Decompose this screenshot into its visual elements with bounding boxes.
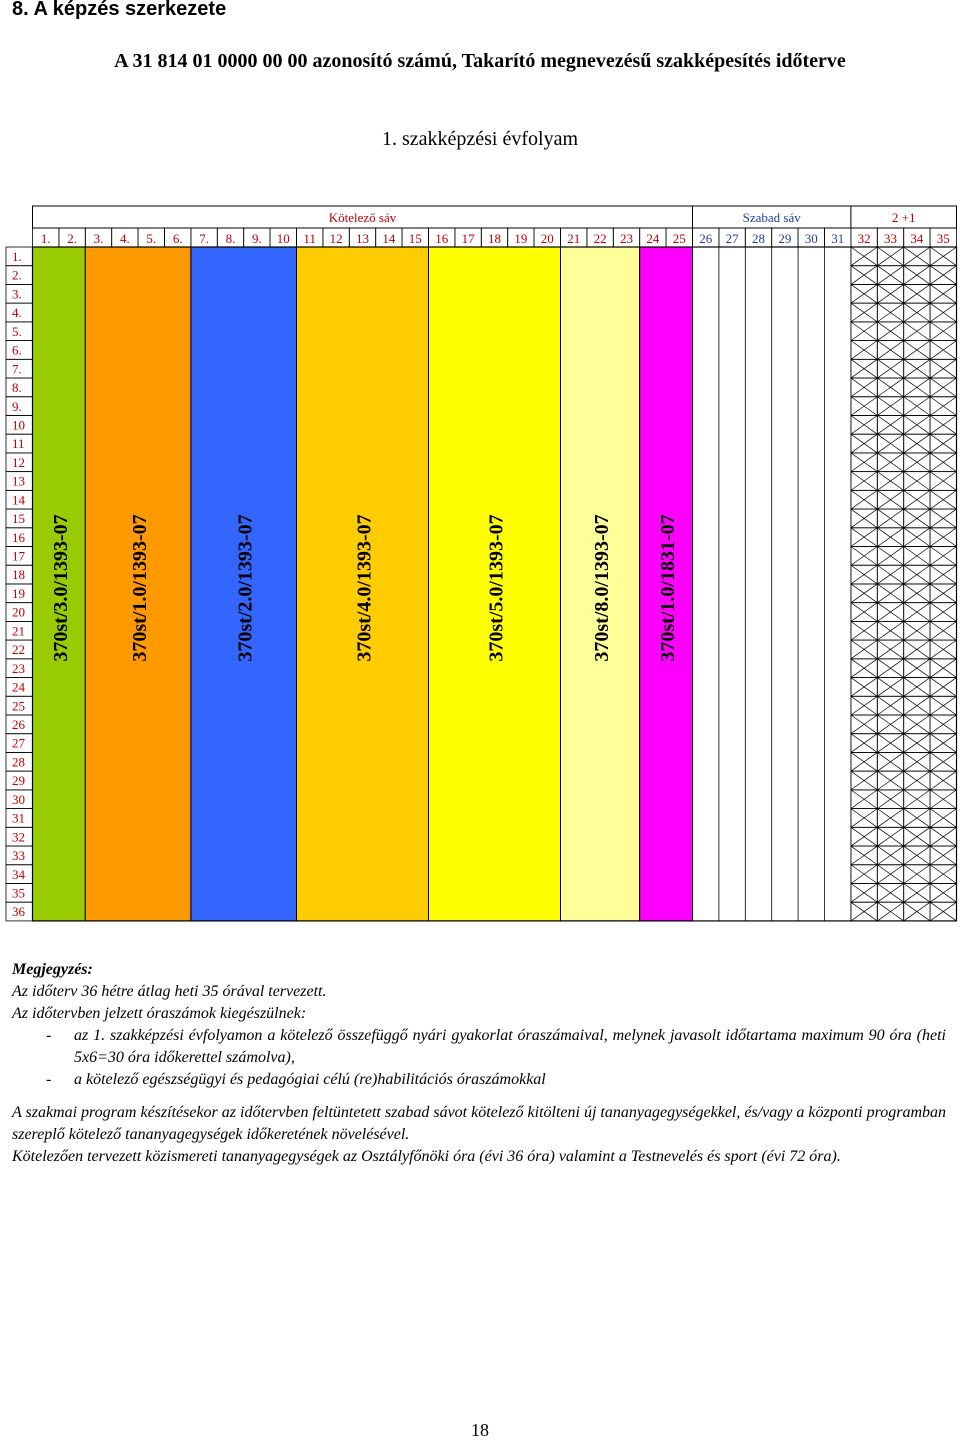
week-label-27: 27 — [725, 231, 739, 246]
week-label-22: 22 — [593, 231, 607, 246]
module-code-6: 370st/8.0/1393-07 — [591, 514, 614, 662]
row-label-2: 2. — [12, 267, 22, 283]
week-label-26: 26 — [699, 231, 713, 246]
row-label-17: 17 — [12, 548, 25, 564]
week-label-9: 9. — [252, 231, 262, 246]
section-heading: 8. A képzés szerkezete — [12, 0, 227, 20]
row-label-23: 23 — [12, 660, 25, 676]
week-label-25: 25 — [672, 231, 686, 246]
page-number: 18 — [471, 1420, 489, 1440]
timetable-title: A 31 814 01 0000 00 00 azonosító számú, Takarító megnevezésű szakképesítés időterve — [114, 50, 846, 72]
week-label-33: 33 — [884, 231, 897, 246]
week-label-16: 16 — [435, 231, 449, 246]
notes-bullet-2 — [12, 1069, 946, 1091]
week-label-18: 18 — [488, 231, 501, 246]
week-label-30: 30 — [804, 231, 818, 246]
row-label-31: 31 — [12, 810, 25, 826]
row-label-3: 3. — [12, 286, 22, 302]
row-label-36: 36 — [12, 904, 25, 920]
module-code-7: 370st/1.0/1831-07 — [657, 514, 680, 662]
row-label-11: 11 — [12, 436, 25, 452]
row-label-10: 10 — [12, 417, 25, 433]
extra-band-label: 2 +1 — [891, 210, 916, 225]
notes-line-1: Az időterv 36 hétre átlag heti 35 órával tervezett. — [12, 983, 327, 1000]
row-label-12: 12 — [12, 454, 25, 470]
week-label-11: 11 — [303, 231, 316, 246]
row-label-16: 16 — [12, 529, 25, 545]
row-label-27: 27 — [12, 735, 25, 751]
row-label-13: 13 — [12, 473, 25, 489]
bullet-text: a kötelező egészségügyi és pedagógiai célú (re)habilitációs óraszámokkal — [74, 1071, 546, 1088]
row-label-14: 14 — [12, 492, 25, 508]
mandatory-band-label: Kötelező sáv — [328, 210, 397, 225]
row-label-1: 1. — [12, 249, 22, 264]
week-label-8: 8. — [225, 231, 236, 246]
week-label-23: 23 — [620, 231, 633, 246]
row-label-25: 25 — [12, 698, 25, 714]
row-label-21: 21 — [12, 623, 25, 639]
week-label-14: 14 — [382, 231, 396, 246]
module-code-2: 370st/1.0/1393-07 — [129, 514, 152, 662]
week-label-17: 17 — [461, 231, 475, 246]
week-label-20: 20 — [540, 231, 554, 246]
row-label-7: 7. — [12, 361, 22, 377]
module-code-5: 370st/5.0/1393-07 — [485, 514, 508, 662]
row-label-8: 8. — [12, 380, 22, 396]
row-label-15: 15 — [12, 511, 25, 527]
week-label-2: 2. — [67, 231, 77, 246]
row-label-24: 24 — [12, 679, 25, 695]
free-band-label: Szabad sáv — [742, 210, 801, 225]
week-label-29: 29 — [778, 231, 792, 246]
row-label-33: 33 — [12, 848, 25, 864]
row-label-32: 32 — [12, 829, 25, 845]
week-label-13: 13 — [356, 231, 369, 246]
row-label-6: 6. — [12, 342, 22, 358]
week-label-32: 32 — [857, 231, 871, 246]
notes — [12, 959, 946, 1168]
row-label-30: 30 — [12, 791, 25, 807]
row-label-34: 34 — [12, 866, 25, 882]
notes-heading: Megjegyzés: — [12, 961, 93, 978]
row-label-28: 28 — [12, 754, 25, 770]
week-label-15: 15 — [408, 231, 422, 246]
bullet-text: az 1. szakképzési évfolyamon a kötelező összefüggő nyári gyakorlat óraszámaival, melynek javasolt időtartama maximum 90 óra (heti 5x6=30 óra időkerettel számolva), — [74, 1027, 946, 1066]
week-label-10: 10 — [276, 231, 290, 246]
week-label-6: 6. — [172, 231, 183, 246]
notes-paragraph-1: A szakmai program készítésekor az időtervben feltüntetett szabad sávot kötelező kitölteni új tananyagegységekkel, és/vagy a központi programban szereplő kötelező tananyagegységek időkeretének növelésével. — [12, 1104, 946, 1143]
row-label-19: 19 — [12, 585, 25, 601]
row-label-5: 5. — [12, 323, 22, 339]
week-label-34: 34 — [910, 231, 924, 246]
week-label-21: 21 — [567, 231, 581, 246]
week-label-4: 4. — [120, 231, 130, 246]
week-label-3: 3. — [93, 231, 104, 246]
row-label-26: 26 — [12, 717, 25, 732]
week-label-19: 19 — [514, 231, 528, 246]
row-label-29: 29 — [12, 773, 25, 789]
week-label-1: 1. — [40, 231, 51, 246]
year-title: 1. szakképzési évfolyam — [381, 128, 579, 150]
row-label-4: 4. — [12, 305, 22, 321]
band-header-row — [33, 206, 957, 228]
module-code-3: 370st/2.0/1393-07 — [234, 514, 257, 662]
notes-line-2: Az időtervben jelzett óraszámok kiegészülnek: — [12, 1005, 307, 1022]
row-label-18: 18 — [12, 567, 25, 583]
week-label-24: 24 — [646, 231, 660, 246]
bullet-dash: - — [46, 1071, 52, 1088]
notes-bullet-1 — [12, 1025, 946, 1069]
row-label-20: 20 — [12, 604, 25, 620]
notes-paragraph-2: Kötelezően tervezett közismereti tananyagegységek az Osztályfőnöki óra (évi 36 óra) valamint a Testnevelés és sport (évi 72 óra). — [12, 1148, 841, 1165]
week-label-31: 31 — [831, 231, 845, 246]
row-label-35: 35 — [12, 885, 25, 901]
week-label-28: 28 — [752, 231, 765, 246]
week-label-7: 7. — [199, 231, 209, 246]
module-code-1: 370st/3.0/1393-07 — [49, 514, 72, 662]
module-code-4: 370st/4.0/1393-07 — [353, 514, 376, 662]
week-label-12: 12 — [329, 231, 343, 246]
week-label-5: 5. — [146, 231, 157, 246]
bullet-dash: - — [46, 1027, 52, 1044]
row-label-9: 9. — [12, 398, 22, 414]
week-label-35: 35 — [936, 231, 950, 246]
row-label-22: 22 — [12, 642, 25, 658]
